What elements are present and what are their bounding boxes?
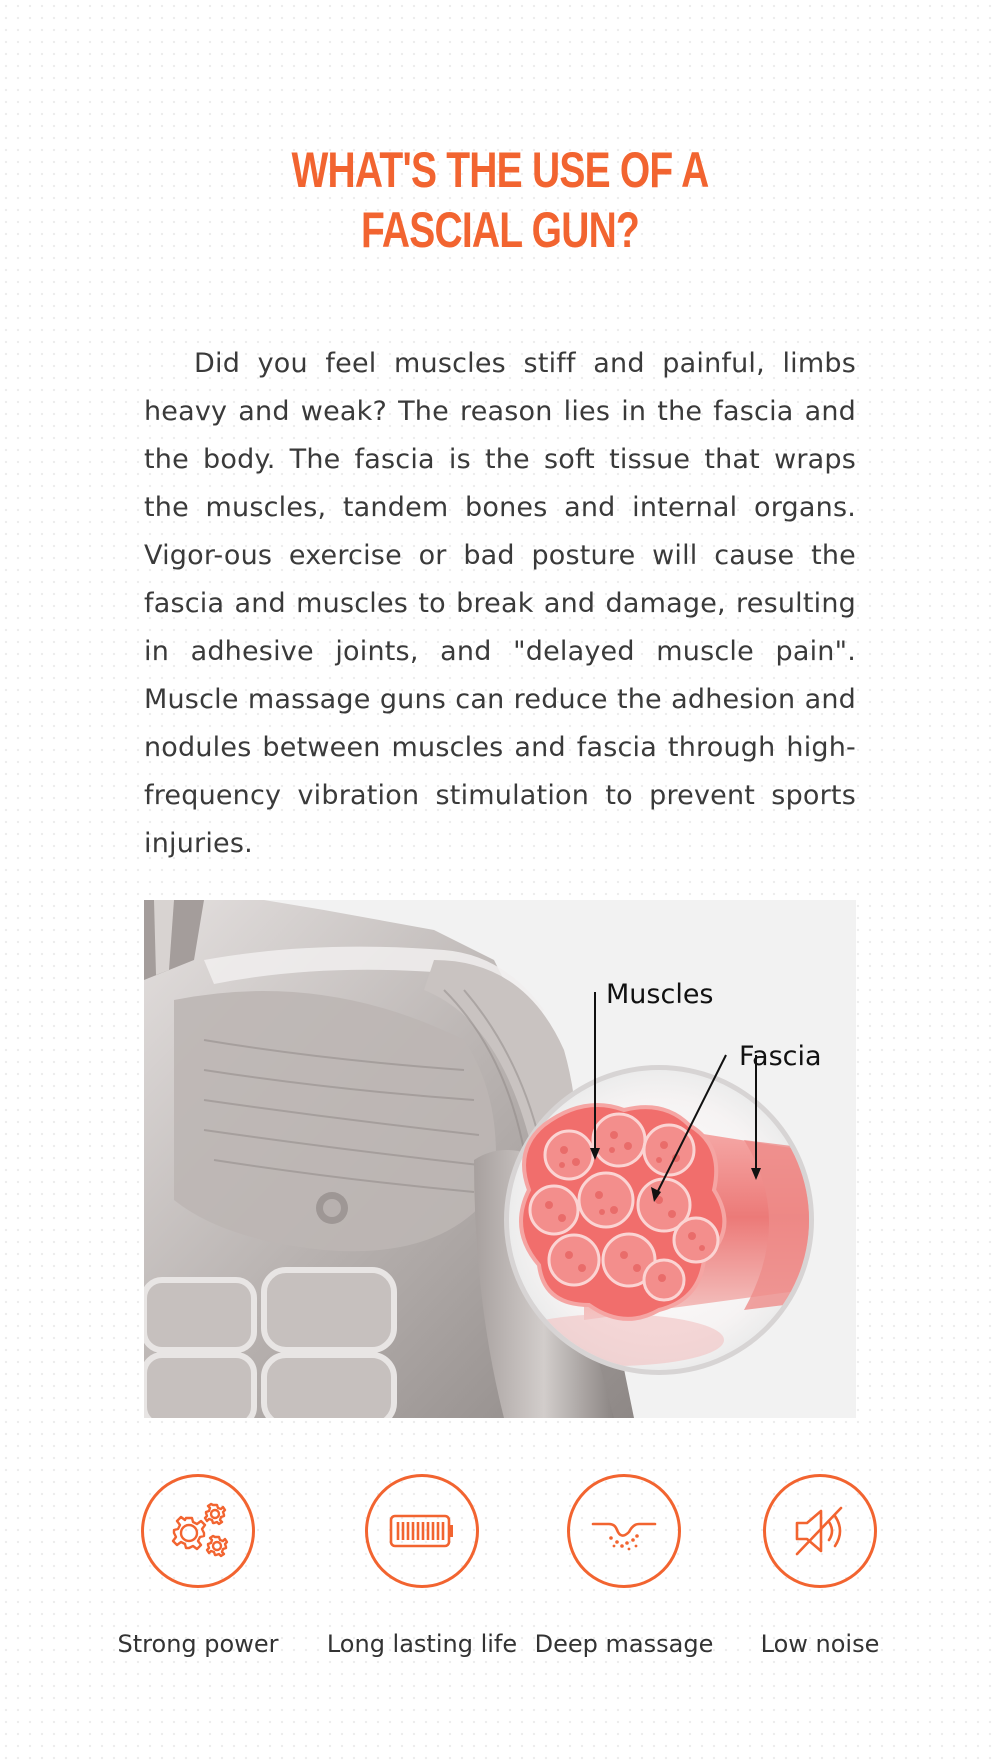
feature-low-noise bbox=[720, 1474, 920, 1658]
magnified-fascia-view bbox=[504, 1065, 844, 1375]
feature-list bbox=[0, 1474, 1000, 1674]
page-title bbox=[110, 140, 890, 260]
muscles-label: Muscles bbox=[606, 979, 714, 1010]
feature-strong-power bbox=[98, 1474, 298, 1658]
feature-long-lasting-life bbox=[322, 1474, 522, 1658]
anatomy-illustration bbox=[144, 900, 856, 1418]
muscle-cross-section bbox=[521, 1105, 724, 1319]
feature-icon-ring bbox=[567, 1474, 681, 1588]
gears-icon bbox=[163, 1496, 233, 1566]
feature-label: Deep massage bbox=[534, 1630, 714, 1658]
feature-label: Low noise bbox=[760, 1630, 880, 1658]
title-line-2: FASCIAL GUN? bbox=[360, 202, 640, 258]
feature-deep-massage bbox=[524, 1474, 724, 1658]
deep-massage-icon bbox=[589, 1496, 659, 1566]
title-line-1: WHAT'S THE USE OF A bbox=[291, 142, 709, 198]
fascia-label: Fascia bbox=[739, 1041, 822, 1072]
feature-icon-ring bbox=[365, 1474, 479, 1588]
anatomy-svg bbox=[144, 900, 856, 1418]
feature-icon-ring bbox=[141, 1474, 255, 1588]
battery-icon bbox=[387, 1496, 457, 1566]
feature-label: Long lasting life bbox=[326, 1630, 518, 1658]
intro-paragraph: Did you feel muscles stiff and painful, limbs heavy and weak? The reason lies in the fascia and the body. The fascia is the soft tissue that wraps the muscles, tandem bones and internal organs. Vigor-ous exercise or bad posture will cause the fascia and muscles to break and damage, resulting in adhesive joints, and "delayed muscle pain". Muscle massage guns can reduce the adhesion and nodules between muscles and fascia through high-frequency vibration stimulation to prevent sports injuries. bbox=[144, 348, 856, 859]
feature-label: Strong power bbox=[117, 1630, 279, 1658]
feature-icon-ring bbox=[763, 1474, 877, 1588]
speaker-muted-icon bbox=[785, 1496, 855, 1566]
